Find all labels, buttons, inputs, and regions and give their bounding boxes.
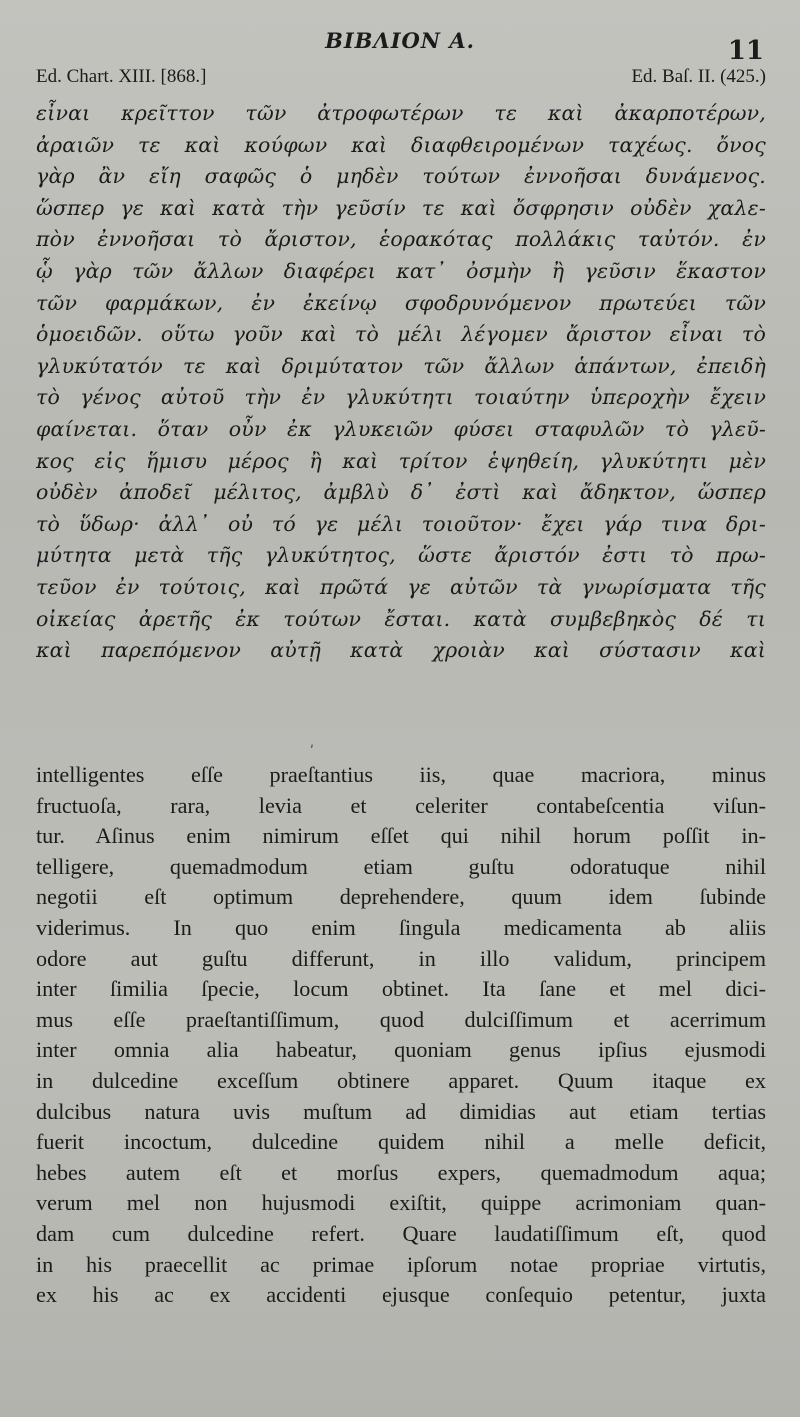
latin-line: odore aut guſtu differunt, in illo validum, principem [36,945,766,971]
greek-line: φαίνεται. ὅταν οὖν ἐκ γλυκειῶν φύσει σταφυλῶν τὸ γλεῦ- [36,416,766,441]
greek-line: τῶν φαρμάκων, ἐν ἐκείνῳ σφοδρυνόμενον πρωτεύει τῶν [36,290,766,315]
latin-line: verum mel non hujusmodi exiſtit, quippe acrimoniam quan- [36,1190,766,1216]
greek-line: τὸ γένος αὐτοῦ τὴν ἐν γλυκύτητι τοιαύτην ὑπεροχὴν ἔχειν [36,385,766,410]
latin-line: ex his ac ex accidenti ejusque conſequio petentur, juxta [36,1282,766,1308]
printer-mark: ʹ [310,744,314,760]
latin-line: tur. Aſinus enim nimirum eſſet qui nihil horum poſſit in- [36,823,766,849]
latin-line: intelligentes eſſe praeſtantius iis, quae macriora, minus [36,762,766,787]
greek-line: οὐδὲν ἀποδεῖ μέλιτος, ἀμβλὺ δ᾽ ἐστὶ καὶ ἄδηκτον, ὥσπερ [36,480,766,505]
latin-line: viderimus. In quo enim ſingula medicamenta ab aliis [36,914,766,940]
running-title: BIBΛION A. [325,28,475,53]
latin-line: inter ſimilia ſpecie, locum obtinet. Ita ſane et mel dici- [36,976,766,1002]
latin-line: fuerit incoctum, dulcedine quidem nihil a melle deficit, [36,1129,766,1155]
left-edition-reference: Ed. Chart. XIII. [868.] [36,66,207,87]
latin-line: telligere, quemadmodum etiam guſtu odoratuque nihil [36,853,766,879]
latin-line: inter omnia alia habeatur, quoniam genus ipſius ejusmodi [36,1037,766,1063]
greek-line: οἰκείας ἀρετῆς ἐκ τούτων ἔσται. κατὰ συμβεβηκὸς δέ τι [36,606,766,631]
page-number: 11 [727,36,764,66]
greek-line: τεῦον ἐν τούτοις, καὶ πρῶτά γε αὐτῶν τὰ γνωρίσματα τῆς [36,574,766,599]
latin-text-block [36,760,766,1311]
latin-line: negotii eſt optimum deprehendere, quum idem ſubinde [36,884,766,910]
edition-reference-line [36,66,766,88]
greek-line: ὁμοειδῶν. οὕτω γοῦν καὶ τὸ μέλι λέγομεν ἄριστον εἶναι τὸ [36,322,766,347]
latin-line: dam cum dulcedine refert. Quare laudatiſſimum eſt, quod [36,1220,766,1246]
greek-line: ὥσπερ γε καὶ κατὰ τὴν γεῦσίν τε καὶ ὄσφρησιν οὐδὲν χαλε- [36,195,766,220]
greek-line: ἀραιῶν τε καὶ κούφων καὶ διαφθειρομένων ταχέως. ὄνος [36,132,766,157]
latin-line: mus eſſe praeſtantiſſimum, quod dulciſſimum et acerrimum [36,1006,766,1032]
greek-line: γλυκύτατόν τε καὶ δριμύτατον τῶν ἄλλων ἁπάντων, ἐπειδὴ [36,353,766,378]
latin-line: fructuoſa, rara, levia et celeriter contabeſcentia viſun- [36,792,766,818]
greek-line: γὰρ ἂν εἴη σαφῶς ὁ μηδὲν τούτων ἐννοῆσαι δυνάμενος. [36,164,766,189]
greek-line: τὸ ὕδωρ· ἀλλ᾽ οὐ τό γε μέλι τοιοῦτον· ἔχει γάρ τινα δρι- [36,511,766,536]
greek-line: εἶναι κρεῖττον τῶν ἀτροφωτέρων τε καὶ ἀκαρποτέρων, [36,101,766,125]
latin-line: in his praecellit ac primae ipſorum notae propriae virtutis, [36,1251,766,1277]
latin-line: in dulcedine exceſſum obtinere apparet. Quum itaque ex [36,1067,766,1093]
latin-line: dulcibus natura uvis muſtum ad dimidias aut etiam tertias [36,1098,766,1124]
greek-line: μύτητα μετὰ τῆς γλυκύτητος, ὥστε ἄριστόν ἐστι τὸ πρω- [36,543,766,568]
right-edition-reference: Ed. Baſ. II. (425.) [631,66,766,87]
greek-line: πὸν ἐννοῆσαι τὸ ἄριστον, ἑορακότας πολλάκις ταὐτόν. ἐν [36,227,766,252]
greek-text-block [36,98,766,667]
latin-line: hebes autem eſt et morſus expers, quemadmodum aqua; [36,1159,766,1185]
greek-line: κος εἰς ἥμισυ μέρος ἢ καὶ τρίτον ἑψηθείη, γλυκύτητι μὲν [36,448,766,473]
greek-line: ᾧ γὰρ τῶν ἄλλων διαφέρει κατ᾽ ὀσμὴν ἢ γεῦσιν ἕκαστον [36,258,766,283]
greek-line: καὶ παρεπόμενον αὐτῇ κατὰ χροιὰν καὶ σύστασιν καὶ [36,638,766,663]
